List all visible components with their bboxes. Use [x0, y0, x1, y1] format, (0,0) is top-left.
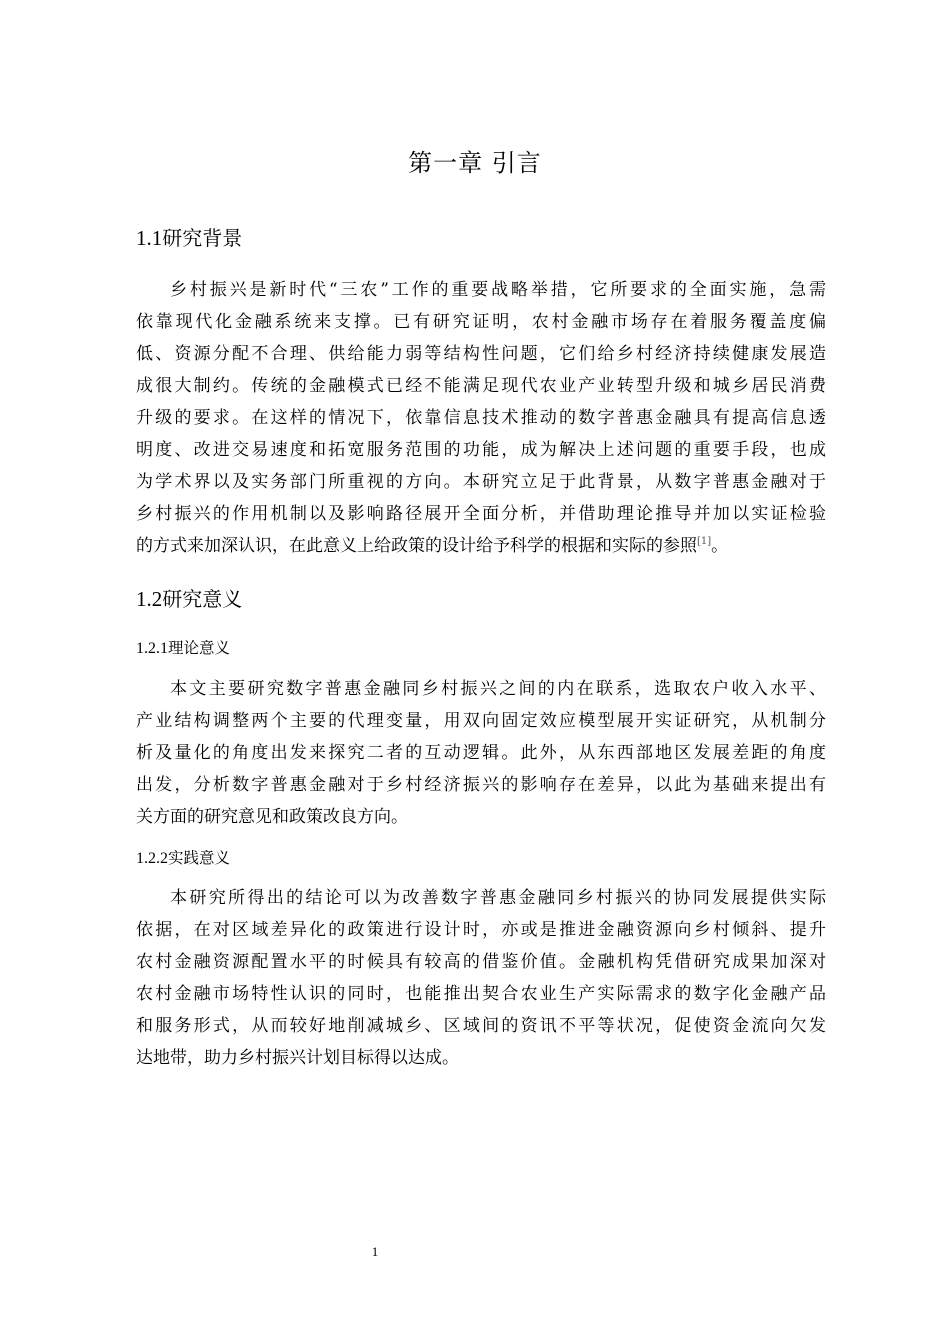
paragraph-line-last	[136, 530, 826, 562]
section-title: 研究意义	[162, 587, 243, 611]
paragraph-line: 农村金融资源配置水平的时候具有较高的借鉴价值。金融机构凭借研究成果加深对	[136, 952, 826, 972]
paragraph-practical-significance	[136, 882, 826, 1074]
paragraph-line: 低、资源分配不合理、供给能力弱等结构性问题，它们给乡村经济持续健康发展造	[136, 344, 826, 364]
paragraph-theoretical-significance	[136, 673, 826, 833]
paragraph-line: 和服务形式，从而较好地削减城乡、区域间的资讯不平等状况，促使资金流向欠发	[136, 1016, 826, 1036]
subsection-number: 1.2.1	[136, 640, 168, 657]
section-title: 研究背景	[162, 226, 243, 250]
subsection-title: 理论意义	[168, 639, 231, 657]
paragraph-line: 出发，分析数字普惠金融对于乡村经济振兴的影响存在差异，以此为基础来提出有	[136, 775, 826, 795]
paragraph-line: 析及量化的角度出发来探究二者的互动逻辑。此外，从东西部地区发展差距的角度	[136, 743, 826, 763]
paragraph-line: 依靠现代化金融系统来支撑。已有研究证明，农村金融市场存在着服务覆盖度偏	[136, 312, 826, 332]
paragraph-line: 本文主要研究数字普惠金融同乡村振兴之间的内在联系，选取农户收入水平、	[170, 679, 826, 699]
subsection-heading-1-2-2	[136, 847, 230, 870]
paragraph-line: 本研究所得出的结论可以为改善数字普惠金融同乡村振兴的协同发展提供实际	[170, 888, 826, 908]
paragraph-line: 乡村振兴是新时代“三农”工作的重要战略举措，它所要求的全面实施，急需	[170, 280, 826, 300]
paragraph-line: 产业结构调整两个主要的代理变量，用双向固定效应模型展开实证研究，从机制分	[136, 711, 826, 731]
chapter-title: 第一章 引言	[408, 149, 542, 177]
end-punctuation: 。	[711, 536, 729, 556]
paragraph-line: 达地带，助力乡村振兴计划目标得以达成。	[136, 1048, 459, 1068]
paragraph-line: 依据，在对区域差异化的政策进行设计时，亦或是推进金融资源向乡村倾斜、提升	[136, 920, 826, 940]
subsection-title: 实践意义	[168, 849, 231, 867]
citation-reference[interactable]: [1]	[697, 536, 712, 547]
paragraph-line: 关方面的研究意见和政策改良方向。	[136, 807, 408, 827]
section-heading-1-2	[136, 585, 242, 613]
paragraph-line: 升级的要求。在这样的情况下，依靠信息技术推动的数字普惠金融具有提高信息透	[136, 408, 826, 428]
section-heading-1-1	[136, 224, 242, 252]
paragraph-line: 乡村振兴的作用机制以及影响路径展开全面分析，并借助理论推导并加以实证检验	[136, 504, 826, 524]
paragraph-line: 明度、改进交易速度和拓宽服务范围的功能，成为解决上述问题的重要手段，也成	[136, 440, 826, 460]
paragraph-line-text: 的方式来加深认识，在此意义上给政策的设计给予科学的根据和实际的参照	[136, 536, 697, 556]
subsection-heading-1-2-1	[136, 637, 230, 660]
section-number: 1.1	[136, 226, 163, 250]
paragraph-line: 为学术界以及实务部门所重视的方向。本研究立足于此背景，从数字普惠金融对于	[136, 472, 826, 492]
section-number: 1.2	[136, 587, 163, 611]
paragraph-line: 成很大制约。传统的金融模式已经不能满足现代农业产业转型升级和城乡居民消费	[136, 376, 826, 396]
subsection-number: 1.2.2	[136, 850, 168, 867]
paragraph-line: 农村金融市场特性认识的同时，也能推出契合农业生产实际需求的数字化金融产品	[136, 984, 826, 1004]
page-number: 1	[371, 1244, 379, 1259]
paragraph-research-background	[136, 274, 826, 562]
